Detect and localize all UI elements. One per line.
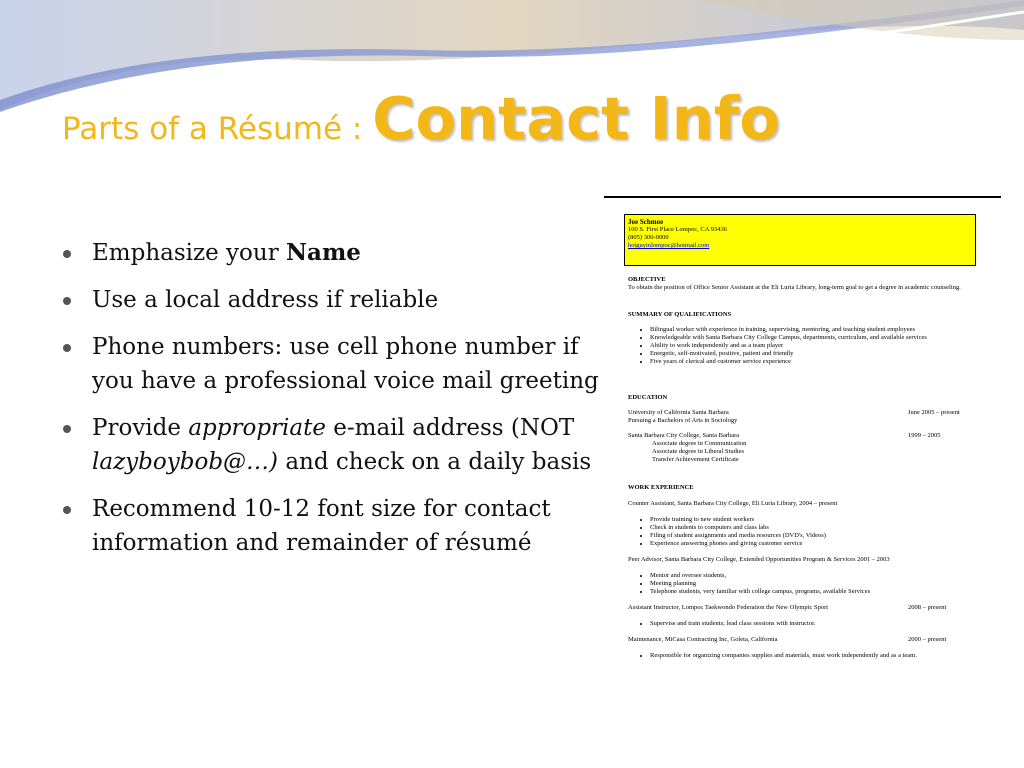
job-duties-list [628, 516, 973, 548]
job-title-row [628, 556, 973, 564]
job-duties-list [628, 652, 973, 660]
resume-name: Joe Schmoe [628, 218, 664, 226]
job-title-row [628, 500, 973, 508]
title-main: Contact Info [372, 84, 780, 153]
job-duties-list [628, 572, 973, 596]
edu-sbcc-name: Santa Barbara City College, Santa Barbara [628, 432, 740, 439]
edu-sbcc-detail-3: Transfer Achievement Certificate [652, 456, 739, 463]
job-title: Peer Advisor, Santa Barbara City College, Extended Opportunities Program & Services 2001 – 2003 [628, 556, 890, 563]
bullet-dot-icon [63, 425, 71, 433]
work-heading: WORK EXPERIENCE [628, 484, 694, 491]
slide-title [62, 84, 780, 153]
bullet-item [62, 411, 602, 479]
edu-ucsb-date: June 2005 – present [908, 409, 960, 416]
job-duty-item: • Check in students to computers and class labs [650, 524, 973, 532]
bullet-item [62, 236, 602, 270]
job-date: 2000 – present [908, 636, 947, 643]
job-duty-item: • Provide training to new student workers [650, 516, 973, 524]
bullet-text: lazyboybob@…) [92, 449, 279, 475]
qualifications-heading: SUMMARY OF QUALIFICATIONS [628, 311, 732, 318]
job-title: Assistant Instructor, Lompoc Taekwondo Federation the New Olympic Sport [628, 604, 829, 611]
job-duties-list [628, 620, 973, 628]
bullet-text: Phone numbers: use cell phone number if you have a professional voice mail greeting [92, 334, 599, 394]
job-duty-item: • Filing of student assignments and media resources (DVD's, Videos) [650, 532, 973, 540]
edu-ucsb-detail: Pursuing a Bachelors of Arts in Sociology [628, 417, 738, 424]
qualification-item: • Energetic, self-motivated, positive, patient and friendly [650, 350, 973, 358]
bullet-text: e-mail address (NOT [325, 415, 575, 441]
bullet-item [62, 283, 602, 317]
bullet-text: Recommend 10-12 font size for contact information and remainder of résumé [92, 496, 551, 556]
qualification-item: • Ability to work independently and as a team player [650, 342, 973, 350]
resume-objective [628, 276, 973, 292]
bullet-text: Provide [92, 415, 189, 441]
bullet-dot-icon [63, 250, 71, 258]
job-duty-item: • Experience answering phones and giving customer service [650, 540, 973, 548]
job-duty-item: • Responsible for organizing companies supplies and materials, must work independently and as a team. [650, 652, 973, 660]
job-title: Maintenance, MiCasa Contracting Inc, Goleta, California [628, 636, 778, 643]
resume-contact-box [624, 214, 976, 266]
bullet-item [62, 330, 602, 398]
title-prefix: Parts of a Résumé : [62, 111, 373, 147]
job-date: 2008 – present [908, 604, 947, 611]
job-duty-item: • Telephone students, very familiar with college campus, programs, available Services [650, 588, 973, 596]
education-heading: EDUCATION [628, 394, 668, 401]
bullet-text: and check on a daily basis [278, 449, 592, 475]
job-title: Counter Assistant, Santa Barbara City College, Eli Luria Library, 2004 – present [628, 500, 838, 507]
edu-ucsb-name: University of California Santa Barbara [628, 409, 729, 416]
qualification-item: • Bilingual worker with experience in training, supervising, mentoring, and teaching student employees [650, 326, 973, 334]
resume-address: 100 S. First Place Lompoc, CA 93436 [628, 226, 727, 233]
bullet-dot-icon [63, 506, 71, 514]
edu-sbcc-date: 1999 – 2005 [908, 432, 941, 439]
edu-sbcc-detail-2: Associate degree in Liberal Studies [652, 448, 745, 455]
qualification-item: • Five years of clerical and customer service experience [650, 358, 973, 366]
resume-sample-image [604, 199, 1001, 709]
bullet-item [62, 492, 602, 560]
resume-work-experience [628, 484, 973, 660]
objective-text: To obtain the position of Office Senior Assistant at the Eli Luria Library, long-term goal to get a degree in academic counseling. [628, 284, 961, 291]
resume-education [628, 394, 973, 464]
bullet-text: Emphasize your [92, 240, 287, 266]
job-title-row [628, 636, 973, 644]
bullet-dot-icon [63, 344, 71, 352]
resume-phone: (805) 300-0000 [628, 234, 669, 241]
bullet-text: Name [286, 239, 361, 266]
resume-qualifications [628, 311, 973, 366]
job-title-row [628, 604, 973, 612]
bullet-text: Use a local address if reliable [92, 287, 439, 313]
resume-email: hotguyinlompoc@hotmail.com [628, 242, 710, 249]
job-duty-item: • Supervise and train students; lead class sessions with instructor. [650, 620, 973, 628]
edu-sbcc [628, 432, 973, 440]
qualifications-list [628, 326, 973, 366]
resume-top-rule [604, 196, 1001, 198]
objective-heading: OBJECTIVE [628, 276, 666, 283]
bullet-list [62, 236, 602, 573]
edu-sbcc-detail-1: Associate degree in Communication [652, 440, 747, 447]
job-duty-item: • Mentor and oversee students, [650, 572, 973, 580]
qualification-item: • Knowledgeable with Santa Barbara City College Campus, departments, curriculum, and available services [650, 334, 973, 342]
job-duty-item: • Meeting planning [650, 580, 973, 588]
bullet-text: appropriate [188, 415, 326, 441]
edu-ucsb [628, 409, 973, 417]
bullet-dot-icon [63, 297, 71, 305]
